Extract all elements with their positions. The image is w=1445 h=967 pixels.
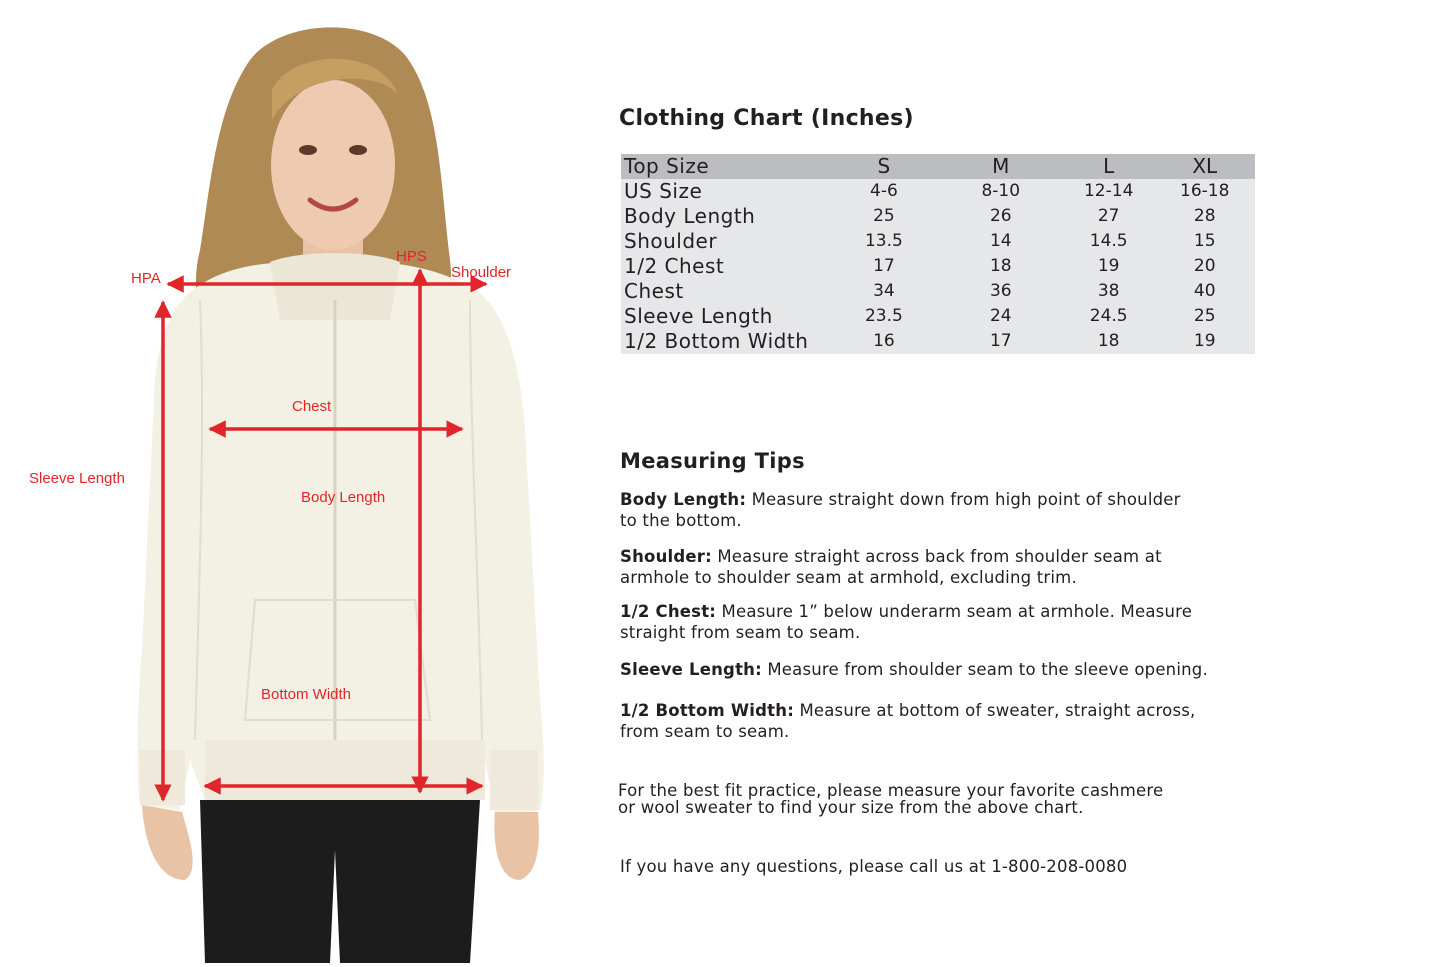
table-cell: 36	[989, 281, 1012, 301]
column-header: XL	[1192, 154, 1218, 178]
model-measurement-figure	[0, 0, 600, 963]
hps-label: HPS	[396, 248, 427, 265]
table-row	[621, 204, 1255, 229]
tip-text: Measure from shoulder seam to the sleeve opening.	[761, 660, 1208, 679]
table-row	[621, 304, 1255, 329]
column-header: M	[992, 154, 1010, 178]
tips-title: Measuring Tips	[620, 449, 805, 473]
table-cell: 15	[1193, 231, 1216, 251]
table-cell: 27	[1097, 206, 1120, 226]
tip-bottom-width	[620, 700, 1260, 742]
tip-text: to the bottom.	[620, 511, 742, 530]
table-row	[621, 254, 1255, 279]
table-cell: 8-10	[981, 181, 1021, 201]
row-label: Chest	[624, 279, 684, 303]
table-cell: 26	[989, 206, 1012, 226]
column-header: L	[1103, 154, 1115, 178]
tip-half-chest	[620, 601, 1260, 643]
table-header-row	[621, 154, 1255, 179]
tip-text: armhole to shoulder seam at armhold, excluding trim.	[620, 568, 1077, 587]
table-cell: 28	[1193, 206, 1216, 226]
tip-term: Shoulder:	[620, 547, 712, 566]
tip-text: Measure straight across back from shoulder seam at	[711, 547, 1162, 566]
row-label: Sleeve Length	[624, 304, 773, 328]
fit-note	[618, 782, 1258, 816]
row-label: Shoulder	[624, 229, 718, 253]
sleeve-length-label: Sleeve Length	[29, 470, 125, 487]
tip-text: Measure 1” below underarm seam at armhole. Measure	[716, 602, 1193, 621]
tip-term: 1/2 Bottom Width:	[620, 701, 794, 720]
fit-note-line: or wool sweater to find your size from the above chart.	[618, 798, 1084, 817]
table-cell: 23.5	[864, 306, 903, 326]
row-label: US Size	[624, 179, 703, 203]
column-header: Top Size	[624, 154, 710, 178]
chart-title: Clothing Chart (Inches)	[619, 106, 914, 131]
table-cell: 40	[1193, 281, 1216, 301]
table-cell: 38	[1097, 281, 1120, 301]
tip-shoulder	[620, 546, 1260, 588]
fit-note-line: For the best fit practice, please measure your favorite cashmere	[618, 781, 1164, 800]
table-cell: 25	[873, 206, 895, 226]
table-cell: 14	[989, 231, 1012, 251]
table-cell: 17	[989, 331, 1012, 351]
bottom-width-label: Bottom Width	[261, 686, 352, 703]
row-label: 1/2 Bottom Width	[624, 329, 809, 353]
table-row	[621, 229, 1255, 254]
table-row	[621, 279, 1255, 304]
table-cell: 19	[1193, 331, 1216, 351]
tip-text: straight from seam to seam.	[620, 623, 861, 642]
table-cell: 20	[1193, 256, 1216, 276]
face-shape	[271, 80, 395, 250]
column-header: S	[877, 154, 891, 178]
tip-text: Measure straight down from high point of shoulder	[746, 490, 1181, 509]
table-cell: 14.5	[1089, 231, 1128, 251]
contact-note: If you have any questions, please call us at 1-800-208-0080	[620, 857, 1128, 876]
tip-sleeve-length	[620, 659, 1260, 680]
tip-term: Body Length:	[620, 490, 747, 509]
table-cell: 4-6	[870, 181, 898, 201]
table-row	[621, 179, 1255, 204]
table-cell: 18	[989, 256, 1012, 276]
shoulder-label: Shoulder	[451, 264, 512, 281]
table-cell: 17	[873, 256, 895, 276]
row-label: 1/2 Chest	[624, 254, 725, 278]
hpa-label: HPA	[131, 270, 161, 287]
tip-text: from seam to seam.	[620, 722, 790, 741]
table-cell: 25	[1193, 306, 1216, 326]
tip-text: Measure at bottom of sweater, straight across,	[794, 701, 1196, 720]
chest-label: Chest	[292, 398, 332, 415]
table-cell: 24.5	[1089, 306, 1128, 326]
table-cell: 16	[873, 331, 895, 351]
row-label: Body Length	[624, 204, 756, 228]
table-cell: 24	[989, 306, 1012, 326]
table-cell: 12-14	[1083, 181, 1134, 201]
tip-term: Sleeve Length:	[620, 660, 762, 679]
table-cell: 16-18	[1180, 181, 1230, 201]
table-cell: 34	[873, 281, 895, 301]
pants-shape	[200, 800, 480, 963]
size-chart-table	[621, 154, 1255, 354]
table-cell: 13.5	[864, 231, 903, 251]
table-cell: 18	[1097, 331, 1120, 351]
tip-term: 1/2 Chest:	[620, 602, 717, 621]
tip-body-length	[620, 489, 1260, 531]
body-length-label: Body Length	[301, 489, 386, 506]
table-cell: 19	[1097, 256, 1120, 276]
table-row	[621, 329, 1255, 354]
